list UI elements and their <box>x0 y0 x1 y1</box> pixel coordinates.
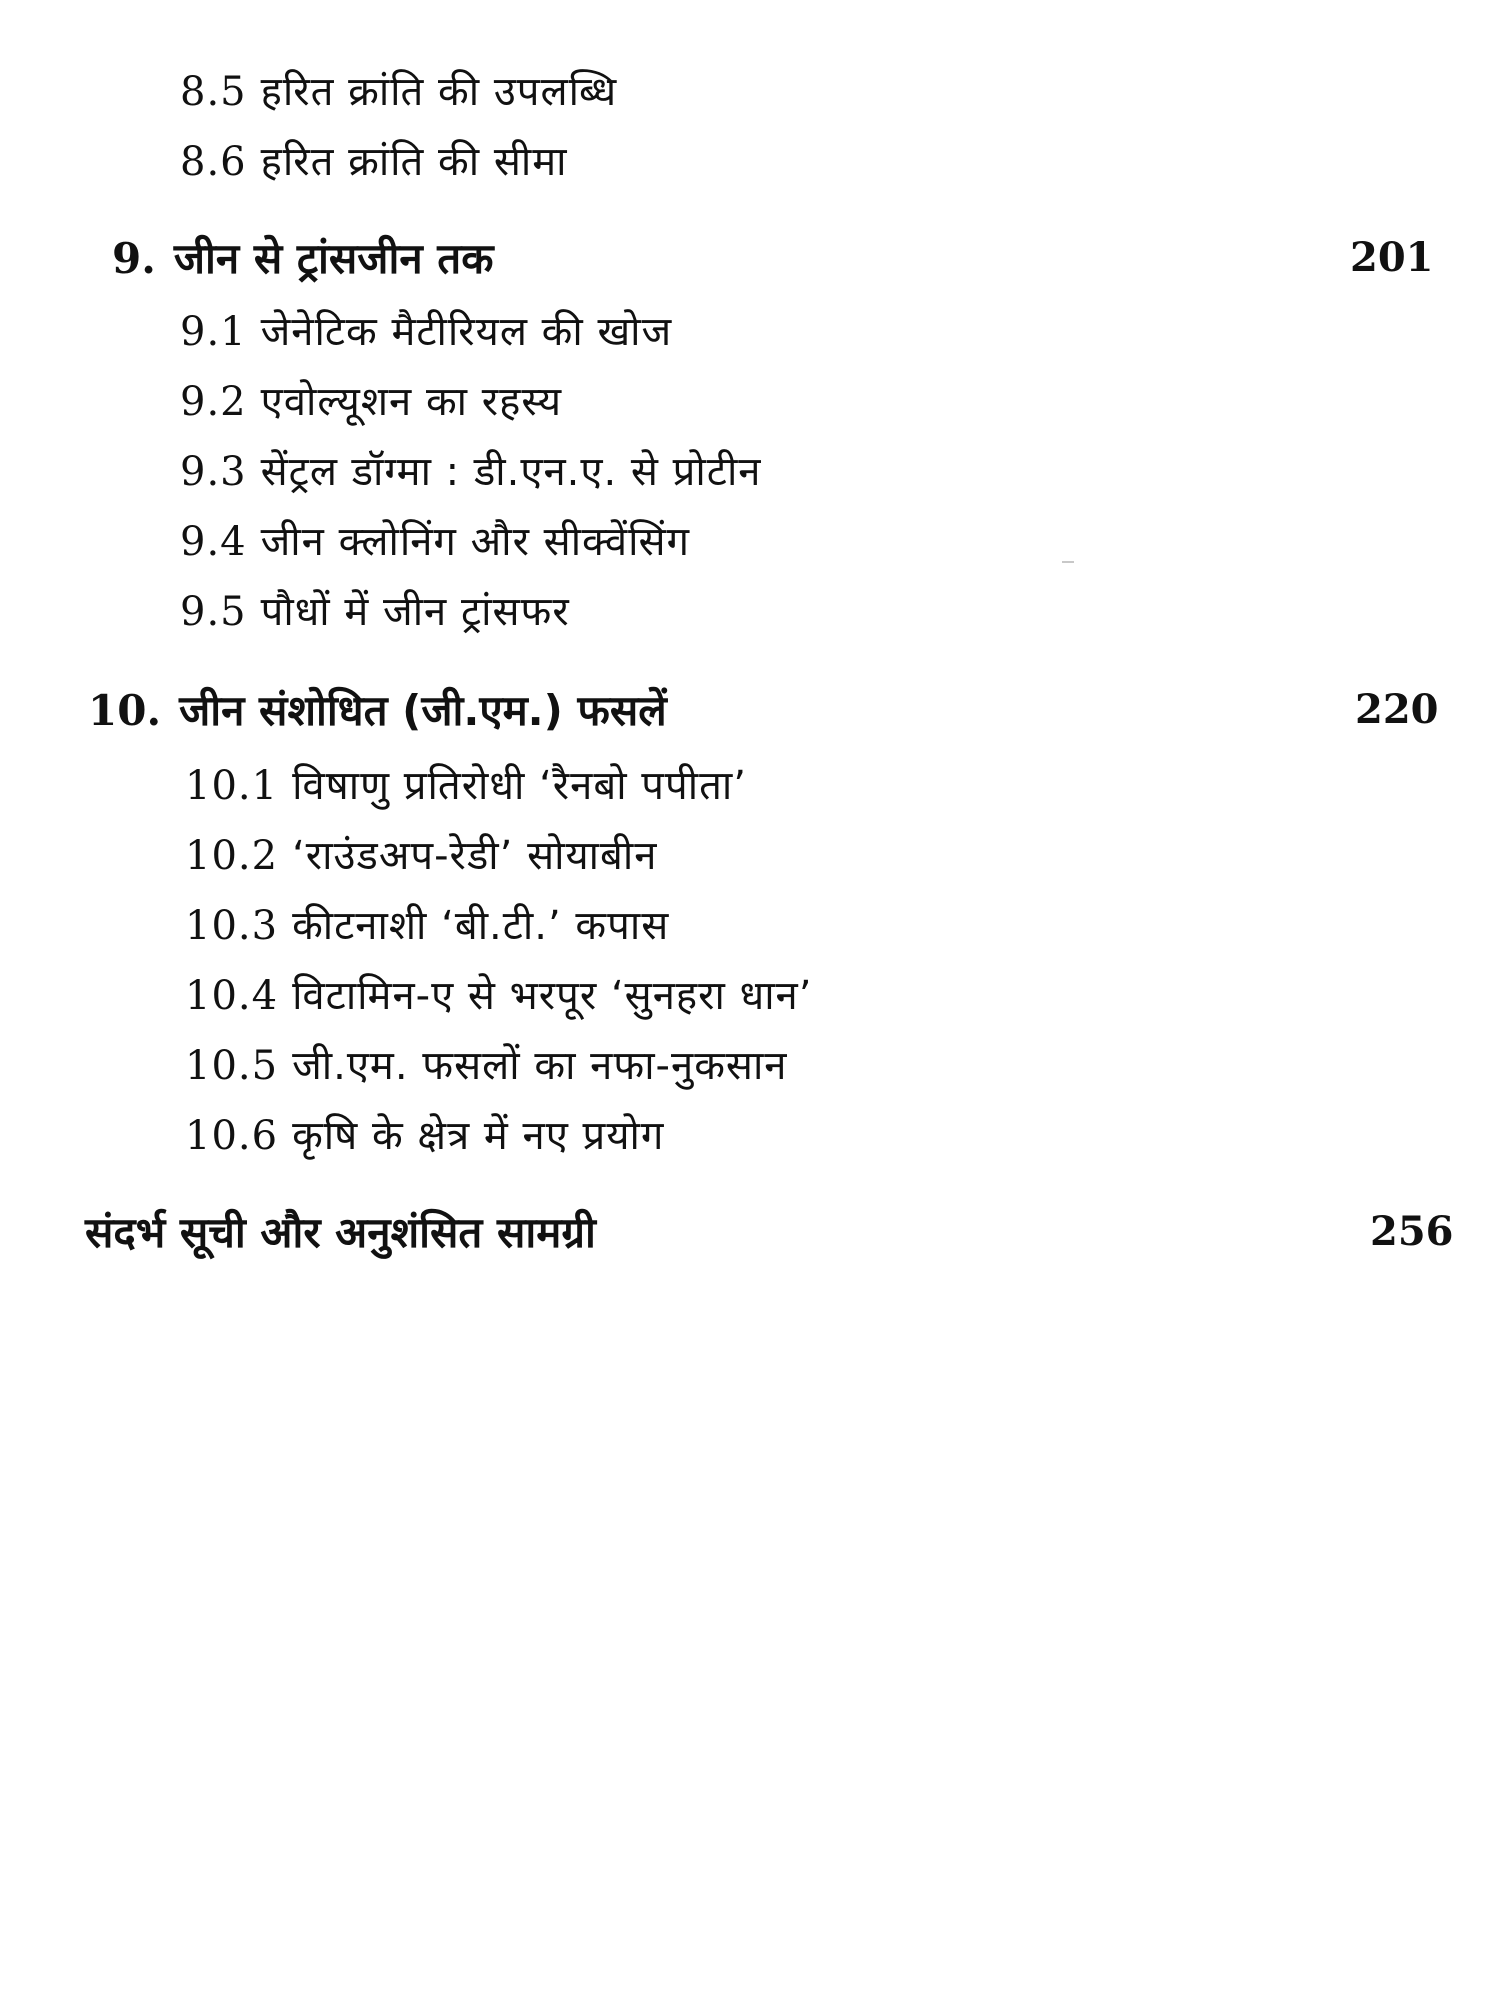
entry-title: हरित क्रांति की सीमा <box>260 139 568 185</box>
entry-title: ‘राउंडअप-रेडी’ सोयाबीन <box>292 833 658 879</box>
references-heading: संदर्भ सूची और अनुशंसित सामग्री <box>85 1208 596 1257</box>
entry-title: विषाणु प्रतिरोधी ‘रैनबो पपीता’ <box>292 763 747 809</box>
scan-speck <box>1062 561 1074 563</box>
entry-number: 10.6 <box>185 1113 279 1159</box>
toc-entry-9-4 <box>180 519 691 565</box>
entry-title: एवोल्यूशन का रहस्य <box>260 379 563 425</box>
entry-title: जी.एम. फसलों का नफा-नुकसान <box>292 1043 788 1089</box>
entry-title: पौधों में जीन ट्रांसफर <box>260 589 570 635</box>
chapter-10-page-number: 220 <box>1355 686 1439 733</box>
chapter-number: 9. <box>112 234 156 283</box>
toc-entry-10-4 <box>185 973 813 1019</box>
toc-entry-10-5 <box>185 1043 788 1089</box>
entry-number: 10.2 <box>185 833 279 879</box>
entry-title: विटामिन-ए से भरपूर ‘सुनहरा धान’ <box>292 973 813 1019</box>
toc-entry-10-2 <box>185 833 658 879</box>
entry-title: कीटनाशी ‘बी.टी.’ कपास <box>292 903 670 949</box>
entry-title: हरित क्रांति की उपलब्धि <box>260 69 618 115</box>
chapter-title: जीन संशोधित (जी.एम.) फसलें <box>179 686 667 735</box>
toc-entry-10-6 <box>185 1113 665 1159</box>
toc-entry-8-5 <box>180 69 618 115</box>
chapter-title: जीन से ट्रांसजीन तक <box>173 234 494 283</box>
toc-entry-8-6 <box>180 139 568 185</box>
references-page-number: 256 <box>1370 1208 1454 1255</box>
chapter-9-heading <box>112 234 494 283</box>
entry-number: 10.1 <box>185 763 279 809</box>
toc-entry-9-1 <box>180 309 673 355</box>
toc-entry-9-2 <box>180 379 563 425</box>
entry-title: कृषि के क्षेत्र में नए प्रयोग <box>292 1113 665 1159</box>
toc-entry-9-5 <box>180 589 570 635</box>
entry-number: 9.4 <box>180 519 247 565</box>
toc-entry-10-1 <box>185 763 747 809</box>
entry-number: 8.6 <box>180 139 247 185</box>
entry-number: 10.3 <box>185 903 279 949</box>
entry-number: 9.5 <box>180 589 247 635</box>
entry-title: सेंट्रल डॉग्मा : डी.एन.ए. से प्रोटीन <box>260 449 762 495</box>
entry-title: जेनेटिक मैटीरियल की खोज <box>260 309 673 355</box>
entry-title: जीन क्लोनिंग और सीक्वेंसिंग <box>260 519 691 565</box>
chapter-10-heading <box>88 686 667 735</box>
entry-number: 9.2 <box>180 379 247 425</box>
entry-number: 9.3 <box>180 449 247 495</box>
toc-entry-10-3 <box>185 903 670 949</box>
toc-entry-9-3 <box>180 449 762 495</box>
entry-number: 10.4 <box>185 973 279 1019</box>
chapter-number: 10. <box>88 686 162 735</box>
entry-number: 10.5 <box>185 1043 279 1089</box>
entry-number: 8.5 <box>180 69 247 115</box>
entry-number: 9.1 <box>180 309 247 355</box>
chapter-9-page-number: 201 <box>1350 234 1434 281</box>
